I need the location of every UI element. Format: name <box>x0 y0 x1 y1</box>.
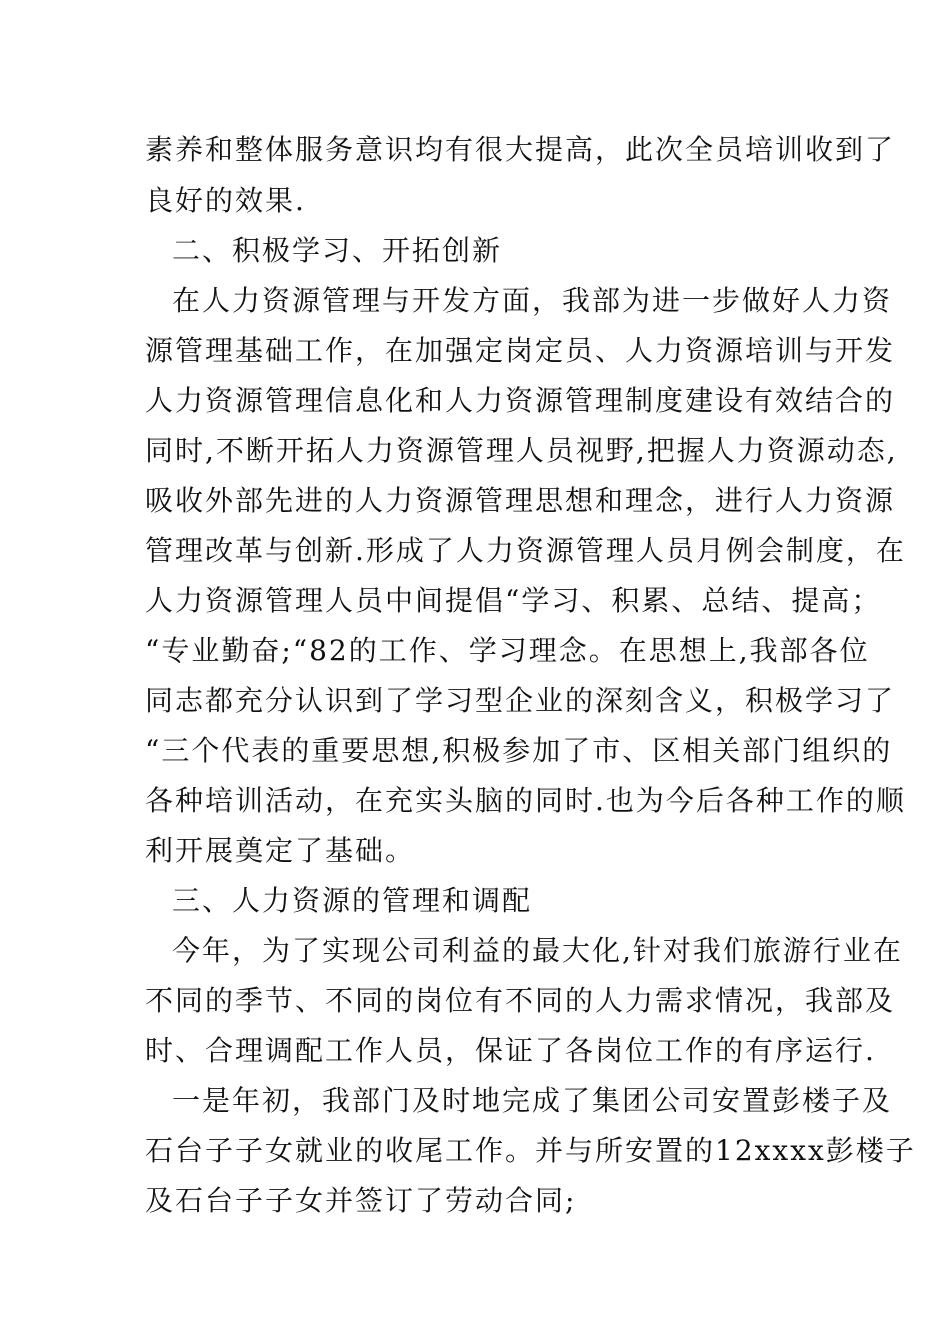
section-heading: 二、积极学习、开拓创新 <box>172 234 503 267</box>
text-line: 利开展奠定了基础。 <box>145 834 416 867</box>
text-line: 素养和整体服务意识均有很大提高，此次全员培训收到了 <box>145 133 896 166</box>
text-line: 人力资源管理人员中间提倡“学习、积累、总结、提高； <box>145 584 882 617</box>
text-line: 在人力资源管理与开发方面，我部为进一步做好人力资 <box>172 284 893 317</box>
text-line: 今年，为了实现公司利益的最大化,针对我们旅游行业在 <box>172 934 903 967</box>
text-line: “三个代表的重要思想,积极参加了市、区相关部门组织的 <box>145 734 893 767</box>
text-line: 一是年初，我部门及时地完成了集团公司安置彭楼子及 <box>172 1084 893 1117</box>
section-heading: 三、人力资源的管理和调配 <box>172 884 533 917</box>
text-line: 良好的效果. <box>145 184 306 217</box>
text-line: 同志都充分认识到了学习型企业的深刻含义，积极学习了 <box>145 684 896 717</box>
text-line: 各种培训活动，在充实头脑的同时.也为今后各种工作的顺 <box>145 784 906 817</box>
text-line: 管理改革与创新.形成了人力资源管理人员月例会制度，在 <box>145 534 906 567</box>
text-line: 不同的季节、不同的岗位有不同的人力需求情况，我部及 <box>145 984 896 1017</box>
text-line: 及石台子子女并签订了劳动合同; <box>145 1184 577 1217</box>
text-line: 源管理基础工作，在加强定岗定员、人力资源培训与开发 <box>145 334 896 367</box>
text-line: 同时,不断开拓人力资源管理人员视野,把握人力资源动态, <box>145 434 898 467</box>
text-line: 时、合理调配工作人员，保证了各岗位工作的有序运行. <box>145 1034 876 1067</box>
text-line: 吸收外部先进的人力资源管理思想和理念，进行人力资源 <box>145 484 896 517</box>
text-line: 人力资源管理信息化和人力资源管理制度建设有效结合的 <box>145 384 896 417</box>
text-line: “专业勤奋;“82的工作、学习理念。在思想上,我部各位 <box>145 634 870 667</box>
text-line: 石台子子女就业的收尾工作。并与所安置的12xxxx彭楼子 <box>145 1134 916 1167</box>
